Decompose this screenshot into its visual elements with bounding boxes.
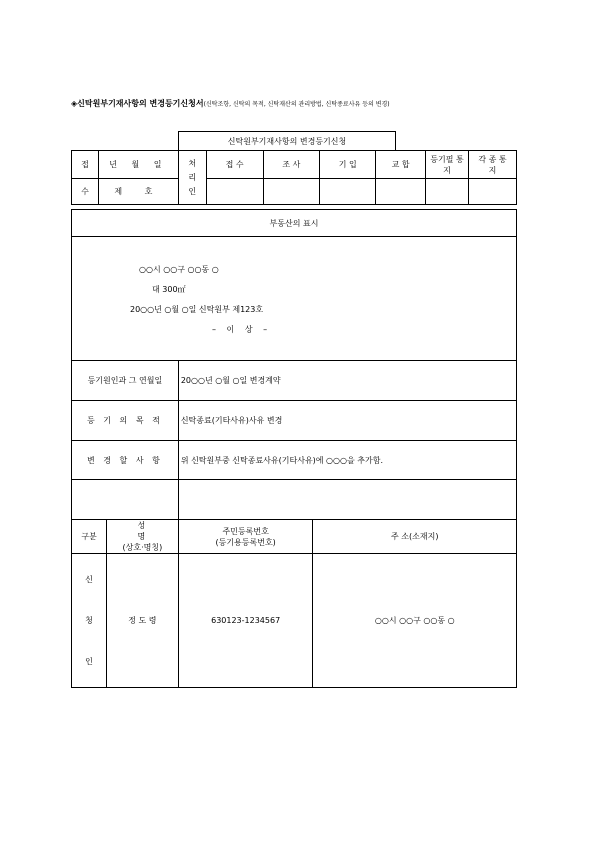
step-josa: 조 사	[263, 151, 320, 179]
row-purpose-label	[72, 401, 179, 441]
applicant-col-id-1: 주민등록번호	[222, 526, 269, 536]
applicant-col-name	[106, 520, 178, 554]
step-josa-cell	[263, 179, 320, 205]
applicant-addr: ○○시 ○○구 ○○동 ○	[313, 554, 517, 688]
applicant-id: 630123-1234567	[178, 554, 313, 688]
receipt-date-text: 년 월 일	[109, 160, 168, 169]
step-deunggipil-cell	[426, 179, 469, 205]
property-header: 부동산의 표시	[72, 210, 517, 237]
applicant-col-name-1: 성 명	[137, 521, 166, 541]
form-title-main: ◈신탁원부기재사항의 변경등기신청서	[71, 99, 204, 108]
step-giip-cell	[320, 179, 376, 205]
step-jeopsu: 접 수	[206, 151, 263, 179]
row-purpose-label-text: 등 기 의 목 적	[87, 416, 163, 425]
row-change-label-text: 변 경 할 사 항	[87, 455, 163, 465]
applicant-kind-1: 신	[85, 575, 93, 584]
step-gyohap-cell	[376, 179, 426, 205]
applicant-kind	[72, 554, 107, 688]
row-change-value: 위 신탁원부중 신탁종료사유(기타사유)에 ○○○을 추가함.	[178, 441, 516, 480]
step-giip: 기 입	[320, 151, 376, 179]
applicant-kind-2: 청	[85, 616, 93, 625]
step-deunggipil	[426, 151, 469, 179]
property-line-end: – 이 상 –	[212, 325, 272, 334]
receipt-processing-text: 처리인	[188, 158, 197, 196]
property-description	[72, 237, 517, 361]
receipt-box-title	[178, 131, 396, 150]
receipt-table	[71, 150, 517, 205]
receipt-su: 수	[72, 179, 99, 205]
form-title-sub: (신탁조항, 신탁의 목적, 신탁재산의 관리방법, 신탁종료사유 등의 변경)	[203, 101, 390, 108]
receipt-box-title-text: 신탁원부기재사항의 변경등기신청	[227, 136, 347, 146]
applicant-col-addr	[313, 520, 517, 554]
row-cause-value: 20○○년 ○월 ○일 변경계약	[178, 361, 516, 401]
step-deunggipil-text: 등기필 통 지	[430, 154, 464, 175]
applicant-kind-3: 인	[85, 657, 93, 666]
step-gyohap: 교 합	[376, 151, 426, 179]
row-blank-value	[178, 480, 516, 520]
receipt-date	[98, 151, 178, 179]
step-jeopsu-cell	[206, 179, 263, 205]
step-gakjong-text: 각 종 통 지	[478, 154, 507, 175]
step-gakjong-cell	[469, 179, 517, 205]
receipt-jeop: 접	[72, 151, 99, 179]
applicant-name: 정 도 령	[106, 554, 178, 688]
receipt-processing	[178, 151, 206, 205]
property-line-trust: 20○○년 ○월 ○일 신탁원부 제123호	[130, 305, 264, 314]
receipt-number	[98, 179, 178, 205]
receipt-number-text: 제 호	[114, 187, 163, 196]
applicant-col-id	[178, 520, 313, 554]
applicant-col-id-2: (등기용등록번호)	[215, 537, 276, 547]
form-title	[71, 98, 390, 109]
step-gakjong	[469, 151, 517, 179]
applicant-col-name-2: (상호·명칭)	[122, 543, 163, 552]
main-table	[71, 209, 517, 688]
property-line-area: 대 300㎡	[152, 285, 186, 294]
applicant-col-kind: 구분	[72, 520, 107, 554]
row-blank-label	[72, 480, 179, 520]
row-cause-label: 등기원인과 그 연월일	[72, 361, 179, 401]
applicant-col-addr-text: 주 소(소재지)	[391, 532, 439, 541]
row-purpose-value: 신탁종료(기타사유)사유 변경	[178, 401, 516, 441]
row-change-label	[72, 441, 179, 480]
property-line-address: ○○시 ○○구 ○○동 ○	[139, 265, 219, 274]
